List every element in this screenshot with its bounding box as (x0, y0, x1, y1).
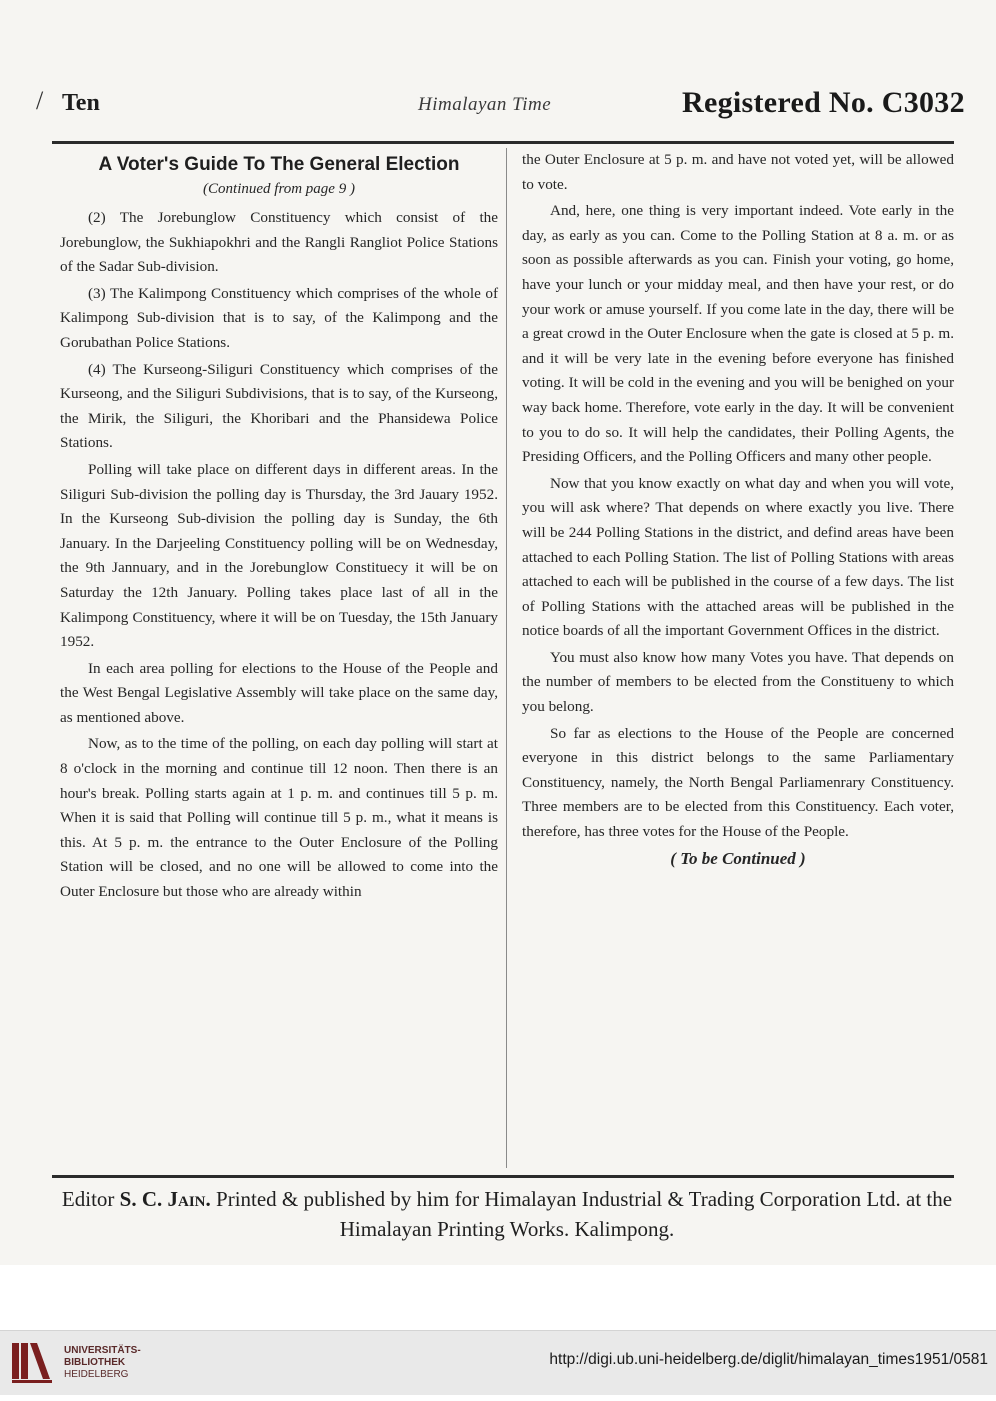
column-divider (506, 148, 507, 1168)
footer-rule (52, 1175, 954, 1178)
editor-prefix: Editor (61, 1187, 115, 1211)
page-label: Ten (62, 90, 100, 116)
article-title: A Voter's Guide To The General Election (98, 154, 460, 175)
header-rule (52, 141, 954, 144)
article-subtitle: (Continued from page 9 ) (203, 181, 355, 197)
library-bar (0, 1330, 996, 1395)
paragraph-jorebunglow: (2) The Jorebunglow Constituency which consist of the Jorebunglow, the Sukhiapokhri and the Rangli Rangliot Police Stations of the Sadar Sub-division. (60, 209, 498, 276)
registration-number: Registered No. C3032 (682, 86, 965, 119)
imprint-text: Printed & published by him for Himalayan Industrial & Trading Corporation Ltd. at the Himalayan Printing Works. Kalimpong. (216, 1187, 953, 1241)
paragraph-votes-count: You must also know how many Votes you have. That depends on the number of members to be elected from the Constitueny to which you belong. (522, 648, 954, 716)
paragraph-continuation: the Outer Enclosure at 5 p. m. and have not voted yet, will be allowed to vote. (522, 151, 954, 193)
left-column (60, 148, 498, 907)
margin-mark: / (36, 86, 44, 115)
library-name (64, 1345, 141, 1381)
right-column (522, 148, 954, 871)
imprint-footer (60, 1184, 954, 1244)
library-name-line-3: HEIDELBERG (64, 1369, 129, 1380)
paragraph-polling-time: Now, as to the time of the polling, on each day polling will start at 8 o'clock in the morning and continue till 12 noon. Then there is an hour's break. Polling starts again at 1 p. m. and continues till 5 p. m. When it is said that Polling will continue till 5 p. m., what it means is this. At 5 p. m. the entrance to the Outer Enclosure of the Polling Station will be closed, and no one will be allowed to come into the Outer Enclosure but those who are already within (60, 735, 498, 901)
paragraph-vote-early: And, here, one thing is very important indeed. Vote early in the day, as early as you can. Come to the Polling Station at 8 a. m. or as soon as possible afterwards as you can. Finish your voting, go home, have your lunch or your midday meal, and then have your rest, or do your work or amuse yourself. If you come late in the day, there will be a great crowd in the Outer Enclosure when the gate is closed at 5 p. m. and it will be very late in the evening before everyone has finished voting. It will be cold in the evening and you will be benighed on your way back home. Therefore, vote early in the day. It will be convenient to you to do so. It will help the candidates, their Polling Agents, the Presiding Officers, and the Polling Officers and many other people. (522, 202, 954, 466)
editor-name: S. C. Jain. (119, 1187, 211, 1211)
library-logo-icon (10, 1339, 56, 1385)
continued-note: ( To be Continued ) (670, 848, 806, 868)
paragraph-polling-stations: Now that you know exactly on what day and when you will vote, you will ask where? That depends on where exactly you live. There will be 244 Polling Stations in the district, and defind areas have been attached to each Polling Station. The list of Polling Stations with areas attached to each will be published in the course of a few days. The list of Polling Stations with the attached areas will be published in the notice boards of all the important Government Offices in the district. (522, 474, 954, 640)
paragraph-kurseong-siliguri: (4) The Kurseong-Siliguri Constituency which comprises of the Kurseong, and the Siliguri Subdivisions, that is to say, of the Kurseong, the Mirik, the Siliguri, the Khoribari and the Phansidewa Police Stations. (60, 360, 498, 452)
paragraph-kalimpong: (3) The Kalimpong Constituency which comprises of the whole of Kalimpong Sub-division that is to say, of the Kalimpong and the Gorubathan Police Stations. (60, 284, 498, 351)
masthead: Himalayan Time (418, 94, 552, 115)
library-name-line-2: BIBLIOTHEK (64, 1357, 126, 1368)
paragraph-parliamentary: So far as elections to the House of the People are concerned everyone in this district belongs to the same Parliamentary Constituency, namely, the North Bengal Parliamenrary Constituency. Three members are to be elected from this Constituency. Each voter, therefore, has three votes for the House of the People. (522, 724, 954, 841)
paragraph-same-day: In each area polling for elections to the House of the People and the West Bengal Legislative Assembly will take place on the same day, as mentioned above. (60, 659, 498, 726)
source-url-link[interactable]: http://digi.ub.uni-heidelberg.de/diglit/himalayan_times1951/0581 (549, 1351, 988, 1368)
library-name-line-1: UNIVERSITÄTS- (64, 1345, 141, 1356)
paragraph-polling-days: Polling will take place on different days in different areas. In the Siliguri Sub-division the polling day is Thursday, the 3rd Jauary 1952. In the Kurseong Sub-division the polling day is Sunday, the 6th January. In the Darjeeling Constituency polling will be on Wednesday, the 9th Jannuary, and in the Jorebunglow Constituecy it will be on Saturday the 12th January. Polling takes place last of all in the Kalimpong Constituency, where it will be on Tuesday, the 15th January 1952. (60, 460, 498, 651)
